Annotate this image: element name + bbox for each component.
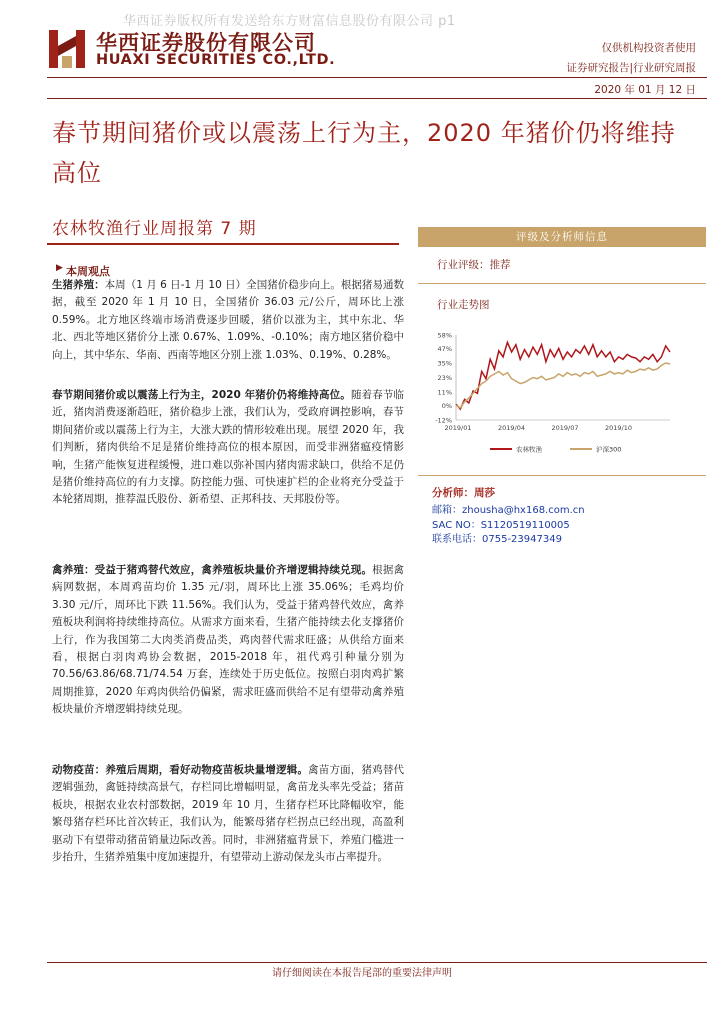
report-date: 2020 年 01 月 12 日 — [594, 84, 696, 96]
paragraph-lead: 动物疫苗：养殖后周期，看好动物疫苗板块量增逻辑。 — [52, 764, 309, 776]
triangle-bullet-icon: ▶ — [56, 263, 63, 273]
analyst-email[interactable]: 邮箱：zhousha@hx168.com.cn — [432, 505, 585, 516]
sidebar-header: 评级及分析师信息 — [418, 227, 706, 247]
paragraph-text: 随着春节临近，猪肉消费逐渐趋旺，猪价稳步上涨，我们认为，受政府调控影响，春节期间猪价或以震荡上行为主，大涨大跌的情形较难出现。展望 2020 年，我们判断，猪肉供给不足是猪价维持高位的根本原因，而受非洲猪瘟疫情影响，生猪产能恢复进程缓慢，进口难以弥补国内猪肉需求缺口，供给不足仍是猪价维持高位的有力支撑。防控能力强、可快速扩栏的企业将充分受益于本轮猪周期，推荐温氏股份、新希望、正邦科技、天邦股份等。 — [52, 389, 405, 506]
analyst-phone: 联系电话：0755-23947349 — [432, 534, 562, 545]
paragraph-lead: 春节期间猪价或以震荡上行为主，2020 年猪价仍将维持高位。 — [52, 389, 351, 401]
y-tick-label: -12% — [435, 416, 452, 425]
company-name-en: HUAXI SECURITIES CO.,LTD. — [96, 52, 336, 68]
y-tick-label: 0% — [441, 401, 452, 410]
x-tick-label: 2019/07 — [551, 424, 579, 432]
y-tick-label: 58% — [437, 331, 452, 340]
usage-note: 仅供机构投资者使用 — [601, 42, 696, 54]
section-heading: 本周观点 — [66, 265, 110, 278]
sidebar-divider — [418, 283, 706, 284]
trend-chart-title: 行业走势图 — [437, 299, 490, 311]
x-tick-label: 2019/04 — [497, 424, 526, 432]
report-subtitle: 农林牧渔行业周报第 7 期 — [52, 219, 257, 239]
paragraph-spring-festival — [52, 387, 404, 509]
paragraph-poultry — [52, 562, 404, 719]
header-divider-2 — [47, 98, 707, 99]
industry-trend-chart — [420, 325, 704, 460]
footer-legal-note: 请仔细阅读在本报告尾部的重要法律声明 — [272, 968, 452, 979]
paragraph-lead: 禽养殖：受益于猪鸡替代效应，禽养殖板块量价齐增逻辑持续兑现。 — [52, 564, 373, 576]
sidebar-divider-2 — [418, 475, 706, 476]
x-tick-label: 2019/10 — [604, 424, 633, 432]
paragraph-text: 本周（1 月 6 日-1 月 10 日）全国猪价稳步向上。根据猪易通数据，截至 2020 年 1 月 10 日，全国猪价 36.03 元/公斤，周环比上涨 0.59%。北方地区终端市场消费逐步回暖，猪价以涨为主，其中东北、华北、西北等地区猪价分上涨 0.67%、1.09%、-0.10%；南方地区猪价稳中向上，其中华东、华南、西南等地区分别上涨 1.03%、0.19%、0.28%。 — [52, 279, 405, 361]
paragraph-animal-vaccine — [52, 762, 404, 866]
paragraph-text: 禽苗方面，猪鸡替代逻辑强劲，禽链持续高景气，存栏同比增幅明显，禽苗龙头率先受益；猪苗板块，根据农业农村部数据，2019 年 10 月，生猪存栏环比降幅收窄，能繁母猪存栏环比首次转正，我们认为，能繁母猪存栏拐点已经出现，高盈利驱动下有望带动猪苗销量边际改善。同时，非洲猪瘟背景下，养殖门槛进一步抬升，生猪养殖集中度加速提升，有望带动上游动保龙头市占率提升。 — [52, 764, 404, 864]
y-tick-label: 11% — [437, 388, 452, 397]
legend-label: 农林牧渔 — [516, 445, 542, 454]
paragraph-pig-farming — [52, 277, 404, 364]
y-tick-label: 35% — [437, 359, 452, 368]
legend-label: 沪深300 — [596, 445, 622, 454]
report-category: 证券研究报告|行业研究周报 — [566, 62, 696, 74]
header-divider — [47, 77, 707, 78]
paragraph-lead: 生猪养殖： — [52, 279, 105, 291]
analyst-name: 分析师：周莎 — [432, 487, 495, 499]
footer-divider — [47, 962, 707, 963]
analyst-sac: SAC NO：S1120519110005 — [432, 520, 570, 531]
industry-rating: 行业评级：推荐 — [437, 259, 511, 271]
watermark: 华西证券版权所有发送给东方财富信息股份有限公司 p1 — [123, 14, 456, 29]
paragraph-text: 根据禽病网数据，本周鸡苗均价 1.35 元/羽，周环比上涨 35.06%；毛鸡均价 3.30 元/斤，周环比下跌 11.56%。我们认为，受益于猪鸡替代效应，禽养殖板块利润将持续维持高位。从需求方面来看，生猪产能持续去化支撑猪价上行，作为我国第二大肉类消费品类，鸡肉替代需求旺盛；从供给方面来看，根据白羽肉鸡协会数据，2015-2018 年，祖代鸡引种量分别为 70.56/63.86/68.71/74.54 万套，连续处于历史低位。按照白羽肉鸡扩繁周期推算，2020 年鸡肉供给仍偏紧，需求旺盛而供给不足有望带动禽养殖板块量价齐增逻辑持续兑现。 — [52, 564, 404, 716]
company-logo — [47, 26, 87, 70]
report-title: 春节期间猪价或以震荡上行为主，2020 年猪价仍将维持高位 — [52, 119, 676, 187]
subtitle-underline — [47, 243, 399, 245]
x-tick-label: 2019/01 — [444, 424, 472, 432]
y-tick-label: 47% — [437, 344, 452, 353]
company-name-cn: 华西证券股份有限公司 — [96, 31, 316, 55]
y-tick-label: 23% — [437, 374, 452, 382]
